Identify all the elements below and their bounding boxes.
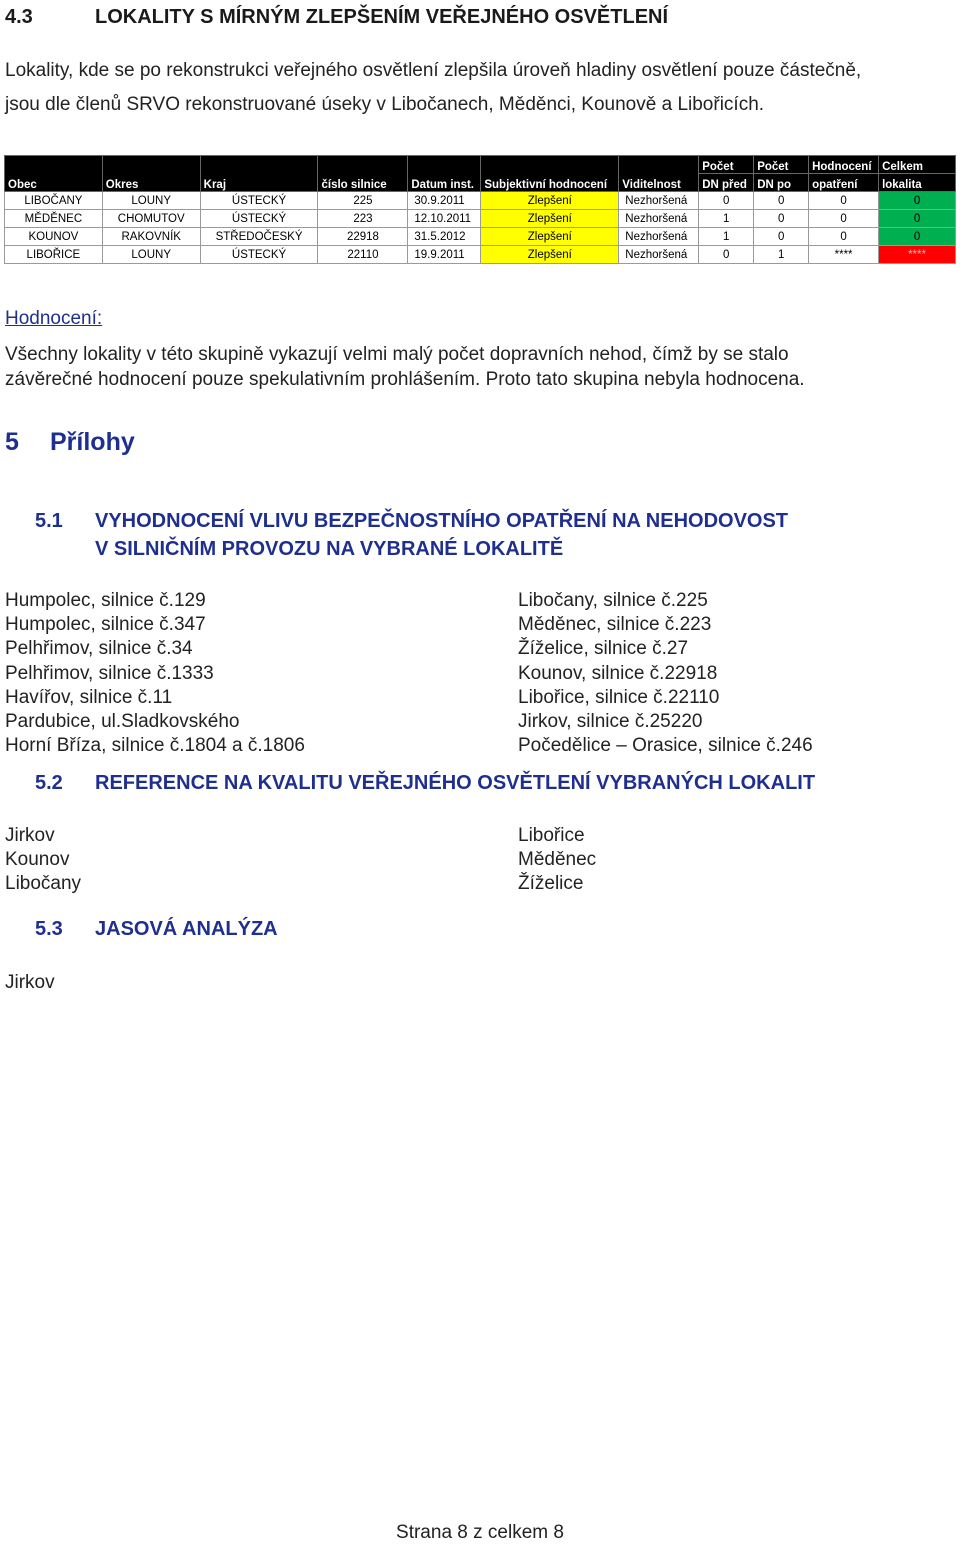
section-5-1-title-line-2: V SILNIČNÍM PROVOZU NA VYBRANÉ LOKALITĚ — [95, 538, 564, 560]
cell-kraj: ÚSTECKÝ — [200, 192, 318, 210]
cell-subjektivni: Zlepšení — [481, 192, 619, 210]
cell-okres: CHOMUTOV — [102, 210, 200, 228]
cell-cislo-silnice: 225 — [318, 192, 408, 210]
chapter-5-title: Přílohy — [50, 428, 135, 456]
section-5-1-left-item: Havířov, silnice č.11 — [5, 686, 173, 708]
cell-okres: LOUNY — [102, 192, 200, 210]
cell-hodnoceni: 0 — [809, 210, 879, 228]
table-row — [5, 192, 956, 210]
section-5-2-left-item: Jirkov — [5, 825, 55, 846]
section-4-3-title: LOKALITY S MÍRNÝM ZLEPŠENÍM VEŘEJNÉHO OSVĚTLENÍ — [95, 6, 669, 28]
cell-cislo-silnice: 22110 — [318, 246, 408, 264]
section-5-1-left-item: Pelhřimov, silnice č.1333 — [5, 662, 214, 684]
section-5-1-title-line-1: VYHODNOCENÍ VLIVU BEZPEČNOSTNÍHO OPATŘENÍ NA NEHODOVOST — [95, 510, 789, 532]
section-5-2-number: 5.2 — [35, 772, 63, 794]
table-row — [5, 210, 956, 228]
section-5-1-number: 5.1 — [35, 510, 63, 532]
cell-datum: 30.9.2011 — [408, 192, 481, 210]
cell-hodnoceni: 0 — [809, 192, 879, 210]
cell-datum: 12.10.2011 — [408, 210, 481, 228]
th-cislo-silnice: číslo silnice — [318, 156, 408, 192]
intro-line-2: jsou dle členů SRVO rekonstruované úseky v Libočanech, Měděnci, Kounově a Libořicích. — [5, 94, 765, 115]
cell-subjektivni: Zlepšení — [481, 210, 619, 228]
cell-hodnoceni: 0 — [809, 228, 879, 246]
cell-obec: LIBOŘICE — [5, 246, 103, 264]
section-5-3-title: JASOVÁ ANALÝZA — [95, 918, 278, 940]
cell-cislo-silnice: 223 — [318, 210, 408, 228]
th-dn-po-2: DN po — [754, 174, 809, 192]
intro-line-1: Lokality, kde se po rekonstrukci veřejného osvětlení zlepšila úroveň hladiny osvětlení pouze částečně, — [5, 60, 862, 81]
th-datum: Datum inst. — [408, 156, 481, 192]
cell-okres: RAKOVNÍK — [102, 228, 200, 246]
section-5-1-left-item: Pelhřimov, silnice č.34 — [5, 638, 193, 660]
cell-viditelnost: Nezhoršená — [619, 228, 699, 246]
th-viditelnost: Viditelnost — [619, 156, 699, 192]
chapter-5-number: 5 — [5, 428, 19, 456]
section-5-1-left-item: Pardubice, ul.Sladkovského — [5, 711, 240, 732]
cell-dn-po: 1 — [754, 246, 809, 264]
section-5-3-item: Jirkov — [5, 972, 55, 993]
cell-viditelnost: Nezhoršená — [619, 192, 699, 210]
cell-okres: LOUNY — [102, 246, 200, 264]
cell-dn-po: 0 — [754, 228, 809, 246]
section-5-1-right-item: Kounov, silnice č.22918 — [518, 662, 718, 684]
th-subjektivni: Subjektivní hodnocení — [481, 156, 619, 192]
cell-obec: KOUNOV — [5, 228, 103, 246]
cell-celkem: 0 — [879, 228, 956, 246]
cell-hodnoceni: **** — [809, 246, 879, 264]
cell-obec: LIBOČANY — [5, 192, 103, 210]
section-5-1-left-item: Humpolec, silnice č.347 — [5, 614, 206, 636]
locality-table — [4, 155, 956, 264]
cell-cislo-silnice: 22918 — [318, 228, 408, 246]
cell-subjektivni: Zlepšení — [481, 228, 619, 246]
cell-celkem: 0 — [879, 192, 956, 210]
section-4-3-number: 4.3 — [5, 6, 33, 28]
section-5-3-number: 5.3 — [35, 918, 63, 940]
th-celkem-1: Celkem — [879, 156, 956, 174]
page-footer: Strana 8 z celkem 8 — [396, 1522, 564, 1543]
th-kraj: Kraj — [200, 156, 318, 192]
section-5-1-right-item: Libočany, silnice č.225 — [518, 590, 708, 611]
cell-dn-pred: 1 — [699, 210, 754, 228]
table-row — [5, 228, 956, 246]
section-5-1-right-item: Žíželice, silnice č.27 — [518, 638, 689, 660]
cell-datum: 31.5.2012 — [408, 228, 481, 246]
th-obec: Obec — [5, 156, 103, 192]
hodnoceni-heading: Hodnocení: — [5, 308, 103, 329]
cell-datum: 19.9.2011 — [408, 246, 481, 264]
th-hodnoceni-1: Hodnocení — [809, 156, 879, 174]
table-row — [5, 246, 956, 264]
hodnoceni-line-2: závěrečné hodnocení pouze spekulativním prohlášením. Proto tato skupina nebyla hodnocena. — [5, 369, 805, 390]
th-okres: Okres — [102, 156, 200, 192]
section-5-1-left-item: Humpolec, silnice č.129 — [5, 590, 206, 611]
hodnoceni-line-1: Všechny lokality v této skupině vykazují velmi malý počet dopravních nehod, čímž by se stalo — [5, 344, 789, 365]
th-hodnoceni-2: opatření — [809, 174, 879, 192]
section-5-2-right-item: Žíželice — [518, 873, 584, 895]
section-5-1-right-item: Počedělice – Orasice, silnice č.246 — [518, 735, 813, 757]
th-dn-pred-1: Počet — [699, 156, 754, 174]
th-dn-po-1: Počet — [754, 156, 809, 174]
cell-subjektivni: Zlepšení — [481, 246, 619, 264]
cell-viditelnost: Nezhoršená — [619, 246, 699, 264]
section-5-2-right-item: Libořice — [518, 825, 585, 846]
section-5-2-title: REFERENCE NA KVALITU VEŘEJNÉHO OSVĚTLENÍ VYBRANÝCH LOKALIT — [95, 772, 816, 794]
cell-dn-pred: 0 — [699, 192, 754, 210]
cell-celkem: **** — [879, 246, 956, 264]
section-5-2-left-item: Kounov — [5, 849, 70, 871]
section-5-1-right-item: Jirkov, silnice č.25220 — [518, 711, 703, 732]
section-5-2-left-item: Libočany — [5, 873, 82, 895]
th-celkem-2: lokalita — [879, 174, 956, 192]
section-5-1-right-item: Měděnec, silnice č.223 — [518, 614, 712, 636]
cell-viditelnost: Nezhoršená — [619, 210, 699, 228]
cell-kraj: ÚSTECKÝ — [200, 246, 318, 264]
cell-kraj: STŘEDOČESKÝ — [200, 228, 318, 246]
section-5-1-right-item: Libořice, silnice č.22110 — [518, 686, 720, 708]
cell-dn-po: 0 — [754, 192, 809, 210]
cell-dn-po: 0 — [754, 210, 809, 228]
cell-obec: MĚDĚNEC — [5, 210, 103, 228]
section-5-2-right-item: Měděnec — [518, 849, 597, 871]
cell-celkem: 0 — [879, 210, 956, 228]
cell-dn-pred: 0 — [699, 246, 754, 264]
th-dn-pred-2: DN před — [699, 174, 754, 192]
cell-kraj: ÚSTECKÝ — [200, 210, 318, 228]
cell-dn-pred: 1 — [699, 228, 754, 246]
section-5-1-left-item: Horní Bříza, silnice č.1804 a č.1806 — [5, 735, 305, 757]
